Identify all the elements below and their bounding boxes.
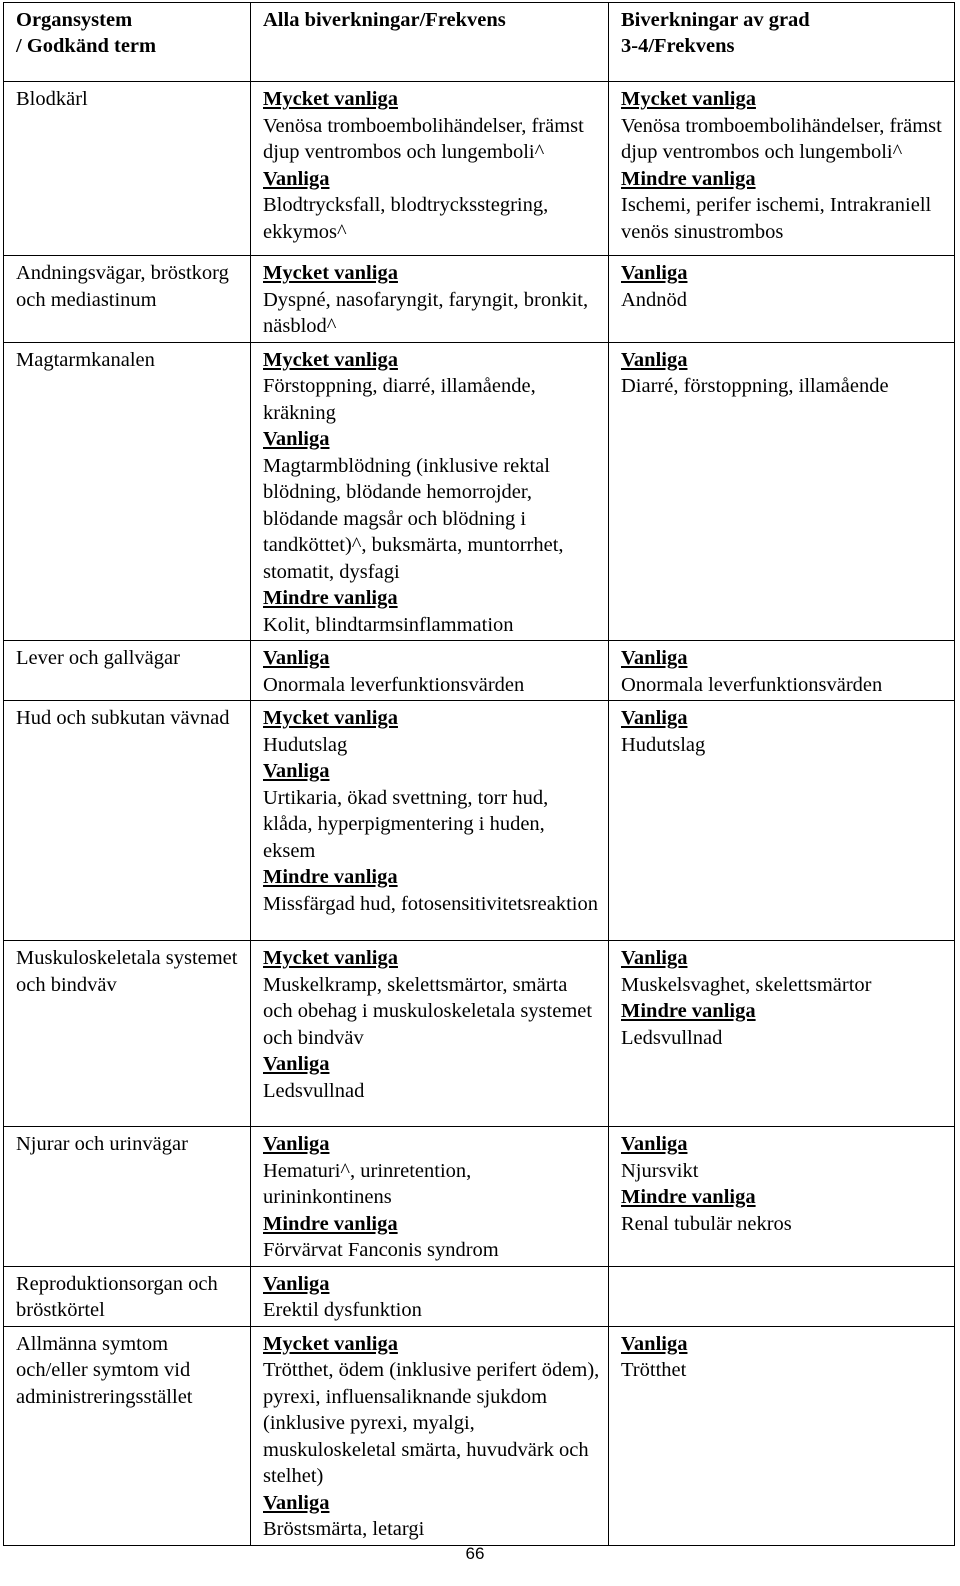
table-row xyxy=(4,641,955,701)
table-row xyxy=(4,1266,955,1326)
frequency-label: Mindre vanliga xyxy=(263,587,398,609)
organ-system-cell: Allmänna symtom och/eller symtom vid administreringsstället xyxy=(4,1326,251,1545)
frequency-label: Mycket vanliga xyxy=(263,1332,398,1355)
header-all-reactions: Alla biverkningar/Frekvens xyxy=(251,3,609,82)
table-row xyxy=(4,256,955,343)
frequency-label: Vanliga xyxy=(621,707,688,729)
frequency-label: Mycket vanliga xyxy=(263,947,398,969)
all-reactions-cell xyxy=(251,641,609,701)
reaction-terms: Hudutslag xyxy=(263,733,348,756)
frequency-label: Vanliga xyxy=(263,1053,330,1075)
organ-system-cell: Reproduktionsorgan och bröstkörtel xyxy=(4,1266,251,1326)
reaction-terms: Blodtrycksfall, blodtrycksstegring, ekkymos^ xyxy=(263,194,549,243)
frequency-label: Mindre vanliga xyxy=(263,1212,398,1235)
all-reactions-cell xyxy=(251,1266,609,1326)
grade-3-4-cell xyxy=(609,1127,955,1267)
reaction-terms: Ledsvullnad xyxy=(621,1026,723,1049)
reaction-terms: Trötthet xyxy=(621,1359,687,1381)
grade-3-4-cell xyxy=(609,641,955,701)
table-row xyxy=(4,82,955,256)
reaction-terms: Njursvikt xyxy=(621,1159,699,1182)
table-row xyxy=(4,1127,955,1267)
reaction-terms: Muskelsvaghet, skelettsmärtor xyxy=(621,973,872,996)
frequency-label: Mycket vanliga xyxy=(263,348,398,371)
frequency-label: Mindre vanliga xyxy=(621,1186,756,1208)
reaction-terms: Onormala leverfunktionsvärden xyxy=(621,673,883,696)
frequency-label: Mindre vanliga xyxy=(263,866,398,888)
all-reactions-cell xyxy=(251,256,609,343)
reaction-terms: Bröstsmärta, letargi xyxy=(263,1518,425,1540)
frequency-label: Vanliga xyxy=(621,262,688,284)
reaction-terms: Onormala leverfunktionsvärden xyxy=(263,673,525,696)
grade-3-4-cell xyxy=(609,256,955,343)
reaction-terms: Missfärgad hud, fotosensitivitetsreaktion xyxy=(263,892,598,915)
reaction-terms: Trötthet, ödem (inklusive perifert ödem), pyrexi, influensaliknande sjukdom (inklusive pyrexi, myalgi, muskuloskeletal smärta, huvudvärk och stelhet) xyxy=(263,1359,600,1487)
organ-system-cell: Magtarmkanalen xyxy=(4,342,251,641)
reaction-terms: Hematuri^, urinretention, urininkontinens xyxy=(263,1159,472,1208)
reaction-terms: Dyspné, nasofaryngit, faryngit, bronkit, näsblod^ xyxy=(263,288,589,337)
reaction-terms: Venösa tromboembolihändelser, främst djup ventrombos och lungemboli^ xyxy=(621,114,942,163)
reaction-terms: Andnöd xyxy=(621,288,688,311)
reaction-terms: Förvärvat Fanconis syndrom xyxy=(263,1239,499,1261)
frequency-label: Vanliga xyxy=(263,1133,330,1155)
organ-system-cell: Lever och gallvägar xyxy=(4,641,251,701)
table-header-row xyxy=(4,3,955,82)
organ-system-cell: Njurar och urinvägar xyxy=(4,1127,251,1267)
all-reactions-cell xyxy=(251,941,609,1127)
table-row xyxy=(4,342,955,641)
grade-3-4-cell xyxy=(609,342,955,641)
frequency-label: Vanliga xyxy=(621,647,688,669)
table-row xyxy=(4,701,955,941)
organ-system-cell: Hud och subkutan vävnad xyxy=(4,701,251,941)
reaction-terms: Erektil dysfunktion xyxy=(263,1299,422,1321)
frequency-label: Mycket vanliga xyxy=(621,88,756,110)
all-reactions-cell xyxy=(251,701,609,941)
grade-3-4-cell xyxy=(609,1326,955,1545)
frequency-label: Vanliga xyxy=(621,1332,688,1355)
frequency-label: Mycket vanliga xyxy=(263,88,398,110)
table-row xyxy=(4,941,955,1127)
organ-system-cell: Blodkärl xyxy=(4,82,251,256)
frequency-label: Vanliga xyxy=(621,1133,688,1155)
all-reactions-cell xyxy=(251,1127,609,1267)
reaction-terms: Diarré, förstoppning, illamående xyxy=(621,375,889,397)
frequency-label: Vanliga xyxy=(263,167,330,190)
frequency-label: Vanliga xyxy=(621,348,688,371)
reaction-terms: Ledsvullnad xyxy=(263,1079,365,1102)
organ-system-cell: Muskuloskeletala systemet och bindväv xyxy=(4,941,251,1127)
header-organ-system: Organsystem / Godkänd term xyxy=(4,3,251,82)
grade-3-4-cell xyxy=(609,82,955,256)
table-row xyxy=(4,1326,955,1545)
table-body xyxy=(4,82,955,1546)
grade-3-4-cell xyxy=(609,701,955,941)
frequency-label: Mycket vanliga xyxy=(263,707,398,729)
reaction-terms: Magtarmblödning (inklusive rektal blödning, blödande hemorrojder, blödande magsår och blödning i tandköttet)^, buksmärta, muntorrhet, stomatit, dysfagi xyxy=(263,454,564,583)
reaction-terms: Muskelkramp, skelettsmärtor, smärta och obehag i muskuloskeletala systemet och bindväv xyxy=(263,973,593,1049)
all-reactions-cell xyxy=(251,342,609,641)
reaction-terms: Urtikaria, ökad svettning, torr hud, klåda, hyperpigmentering i huden, eksem xyxy=(263,786,549,862)
header-grade-3-4: Biverkningar av grad 3-4/Frekvens xyxy=(609,3,955,82)
frequency-label: Vanliga xyxy=(263,647,330,669)
frequency-label: Vanliga xyxy=(621,947,688,969)
page-number: 66 xyxy=(465,1544,485,1563)
adverse-reactions-table xyxy=(3,2,955,1546)
grade-3-4-cell xyxy=(609,1266,955,1326)
reaction-terms: Venösa tromboembolihändelser, främst djup ventrombos och lungemboli^ xyxy=(263,114,584,163)
reaction-terms: Hudutslag xyxy=(621,733,706,756)
organ-system-cell: Andningsvägar, bröstkorg och mediastinum xyxy=(4,256,251,343)
grade-3-4-cell xyxy=(609,941,955,1127)
all-reactions-cell xyxy=(251,82,609,256)
all-reactions-cell xyxy=(251,1326,609,1545)
frequency-label: Mindre vanliga xyxy=(621,167,756,190)
frequency-label: Vanliga xyxy=(263,428,330,450)
reaction-terms: Kolit, blindtarmsinflammation xyxy=(263,613,514,636)
reaction-terms: Förstoppning, diarré, illamående, kräkning xyxy=(263,375,536,424)
frequency-label: Vanliga xyxy=(263,1491,330,1514)
reaction-terms: Ischemi, perifer ischemi, Intrakraniell venös sinustrombos xyxy=(621,194,932,243)
frequency-label: Vanliga xyxy=(263,1272,330,1295)
frequency-label: Mindre vanliga xyxy=(621,1000,756,1022)
reaction-terms: Renal tubulär nekros xyxy=(621,1212,792,1235)
frequency-label: Vanliga xyxy=(263,760,330,782)
frequency-label: Mycket vanliga xyxy=(263,262,398,284)
